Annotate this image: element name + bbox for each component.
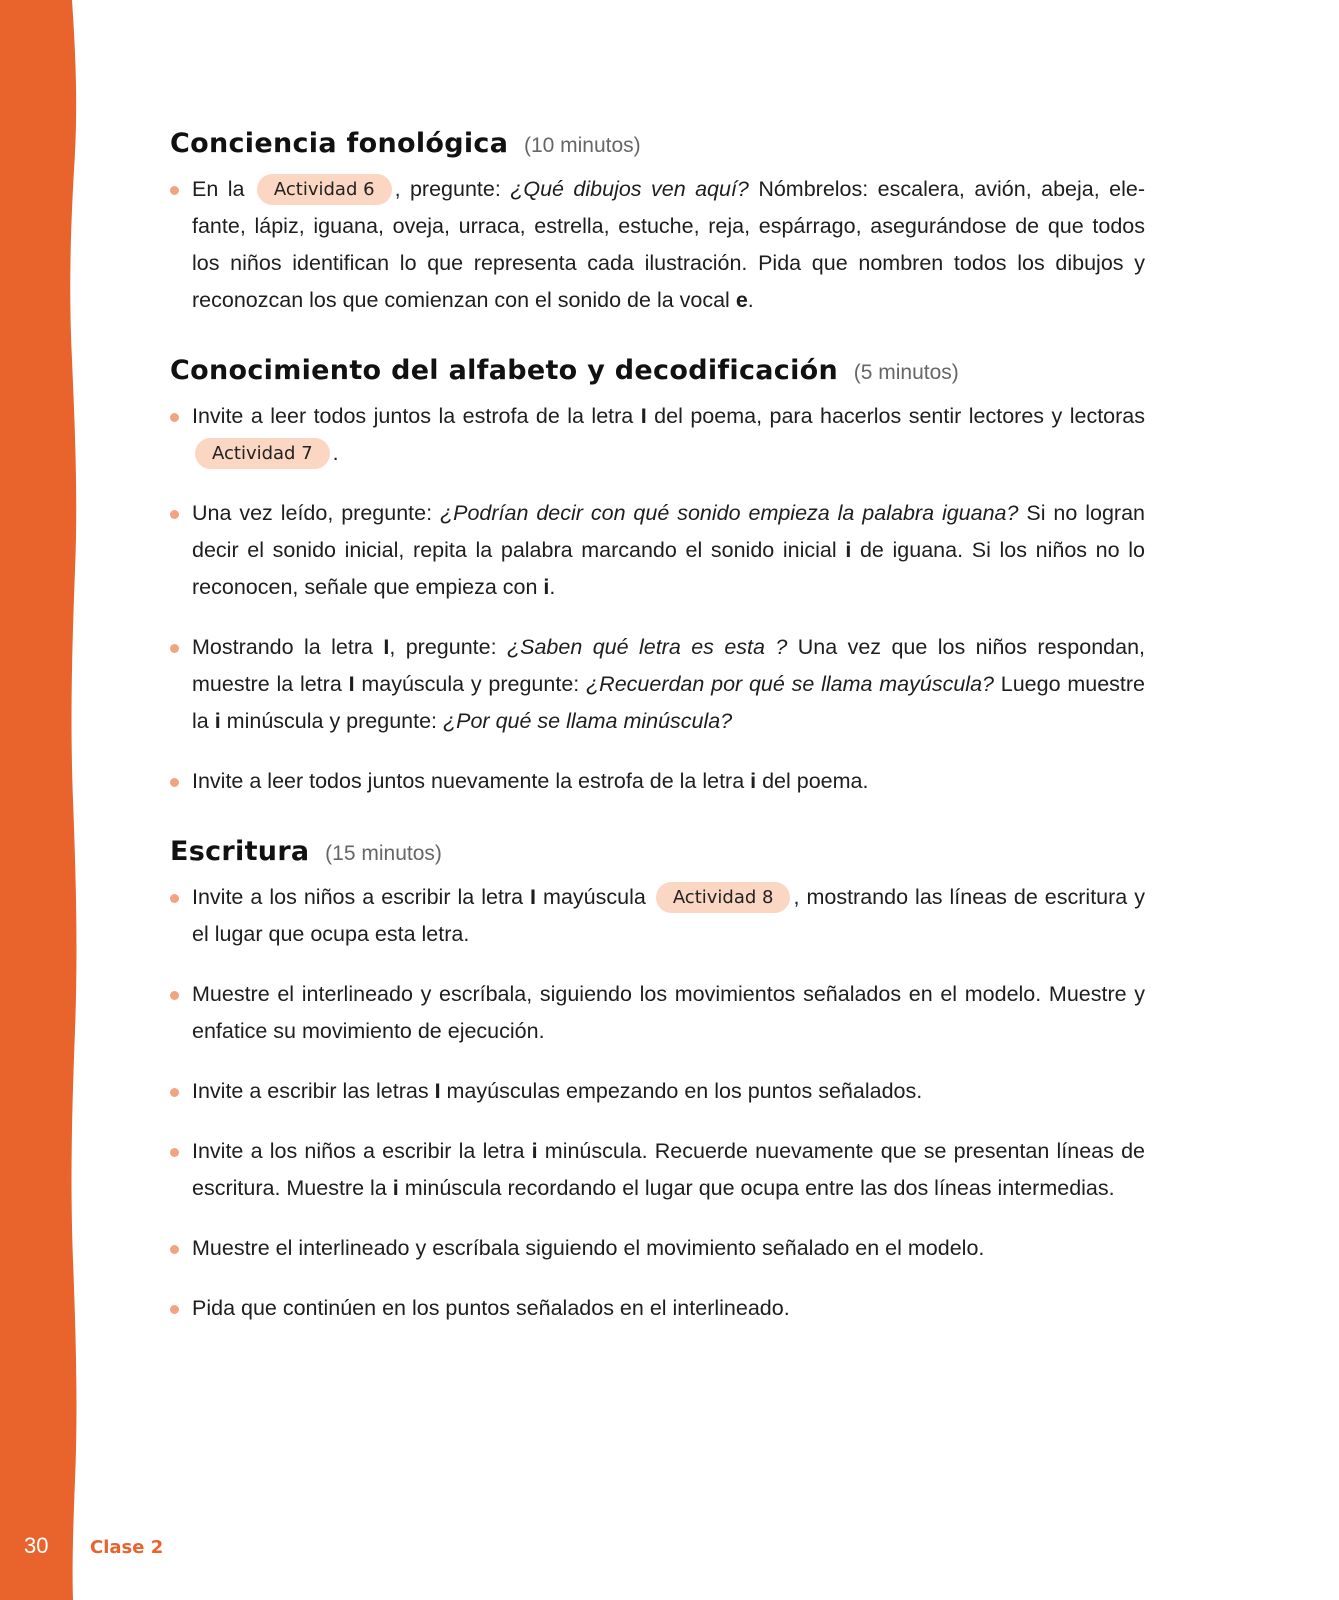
list-item	[170, 879, 1145, 953]
section	[170, 128, 1145, 319]
body-text: mayúscula	[536, 885, 653, 909]
activity-badge: Actividad 6	[257, 174, 392, 205]
body-text: minúscula recordando el lugar que ocupa entre las dos líneas intermedias.	[398, 1176, 1115, 1200]
body-text: Luego muestre la	[192, 672, 1145, 733]
body-text: .	[747, 288, 754, 312]
bullet-dot-icon	[170, 991, 179, 1000]
body-text: En la	[192, 177, 254, 201]
bullet-dot-icon	[170, 1305, 179, 1314]
body-text: minúscula. Recuerde nuevamente que se presentan líneas de escritura. Muestre la	[192, 1139, 1145, 1200]
letter-highlight: I	[530, 885, 537, 909]
body-text: Invite a los niños a escribir la letra	[192, 885, 531, 909]
body-text: del poema.	[756, 769, 869, 793]
body-text: Invite a leer todos juntos la estrofa de la letra	[192, 404, 641, 428]
section-duration: (5 minutos)	[853, 361, 959, 384]
section-heading	[170, 836, 1145, 867]
body-text: Nómbrelos: escalera, avión, abeja, elefante, lápiz, iguana, oveja, urraca, estrella, estuche, reja, espárrago, asegurándose de que todos los niños identifican lo que representa cada ilustración. Pida que nombren todos los dibujos y reconozcan los que comienzan con el sonido de la vocal	[192, 177, 1145, 312]
bullet-dot-icon	[170, 1088, 179, 1097]
bullet-list	[170, 171, 1145, 319]
list-item	[170, 1133, 1145, 1207]
body-text: , pregunte:	[389, 635, 507, 659]
question-text: ¿Podrían decir con qué sonido empieza la palabra iguana?	[440, 501, 1019, 525]
bullet-dot-icon	[170, 186, 179, 195]
body-text: Invite a leer todos juntos nuevamente la estrofa de la letra	[192, 769, 751, 793]
body-text: , mostrando las líneas de escritura y el lugar que ocupa esta letra.	[192, 885, 1146, 946]
list-item	[170, 1290, 1145, 1327]
list-item	[170, 1073, 1145, 1110]
bullet-dot-icon	[170, 644, 179, 653]
body-text: Una vez leído, pregunte:	[192, 501, 440, 525]
section-heading	[170, 355, 1145, 386]
bullet-dot-icon	[170, 894, 179, 903]
letter-highlight: i	[845, 538, 852, 562]
activity-badge: Actividad 7	[195, 438, 330, 469]
letter-highlight: i	[392, 1176, 399, 1200]
bullet-dot-icon	[170, 510, 179, 519]
section-duration: (15 minutos)	[325, 842, 442, 865]
letter-highlight: I	[348, 672, 355, 696]
list-item	[170, 629, 1145, 740]
bullet-list	[170, 879, 1145, 1327]
list-item	[170, 763, 1145, 800]
question-text: ¿Qué dibujos ven aquí?	[510, 177, 749, 201]
section	[170, 355, 1145, 800]
bullet-dot-icon	[170, 413, 179, 422]
body-text: Mostrando la letra	[192, 635, 384, 659]
list-item	[170, 171, 1145, 319]
letter-highlight: i	[531, 1139, 538, 1163]
body-text: Muestre el interlineado y escríbala siguiendo el movimiento señalado en el modelo.	[192, 1236, 985, 1260]
body-text: .	[549, 575, 556, 599]
bullet-list	[170, 398, 1145, 800]
body-text: mayúsculas empezando en los puntos señalados.	[440, 1079, 923, 1103]
body-text: Invite a escribir las letras	[192, 1079, 435, 1103]
body-text: del poema, para hacerlos sentir lectores y lectoras	[646, 404, 1146, 428]
letter-highlight: I	[640, 404, 647, 428]
section-title: Conciencia fonológica	[170, 128, 509, 159]
list-item	[170, 398, 1145, 472]
body-text: minúscula y pregunte:	[220, 709, 443, 733]
question-text: ¿Recuerdan por qué se llama mayúscula?	[586, 672, 994, 696]
body-text: , pregunte:	[394, 177, 511, 201]
list-item	[170, 1230, 1145, 1267]
question-text: ¿Saben qué letra es esta ?	[506, 635, 788, 659]
side-color-band	[0, 0, 80, 1600]
body-text: .	[332, 441, 339, 465]
body-text: Muestre el interlineado y escríbala, siguiendo los movimientos señalados en el modelo. Muestre y enfatice su movimiento de ejecución.	[192, 982, 1145, 1043]
letter-highlight: i	[214, 709, 221, 733]
section-heading	[170, 128, 1145, 159]
bullet-dot-icon	[170, 778, 179, 787]
body-text: mayúscula y pregunte:	[354, 672, 587, 696]
question-text: ¿Por qué se llama minúscula?	[443, 709, 733, 733]
bullet-dot-icon	[170, 1148, 179, 1157]
main-content	[170, 128, 1145, 1363]
footer-class-label: Clase 2	[90, 1537, 164, 1558]
letter-highlight: I	[383, 635, 390, 659]
section	[170, 836, 1145, 1327]
body-text: Si no logran decir el sonido inicial, repita la palabra marcando el sonido inicial	[192, 501, 1145, 562]
letter-highlight: i	[543, 575, 550, 599]
body-text: Invite a los niños a escribir la letra	[192, 1139, 532, 1163]
section-duration: (10 minutos)	[523, 134, 641, 157]
list-item	[170, 495, 1145, 606]
letter-highlight: e	[735, 288, 748, 312]
body-text: Pida que continúen en los puntos señalados en el interlineado.	[192, 1296, 790, 1320]
bullet-dot-icon	[170, 1245, 179, 1254]
letter-highlight: I	[434, 1079, 441, 1103]
body-text: de iguana. Si los niños no lo reconocen, señale que empieza con	[192, 538, 1145, 599]
body-text: Una vez que los niños respondan, muestre la letra	[192, 635, 1146, 696]
section-title: Conocimiento del alfabeto y decodificación	[170, 355, 839, 386]
list-item	[170, 976, 1145, 1050]
section-title: Escritura	[170, 836, 310, 867]
page-number: 30	[24, 1533, 49, 1558]
activity-badge: Actividad 8	[656, 882, 791, 913]
letter-highlight: i	[750, 769, 757, 793]
